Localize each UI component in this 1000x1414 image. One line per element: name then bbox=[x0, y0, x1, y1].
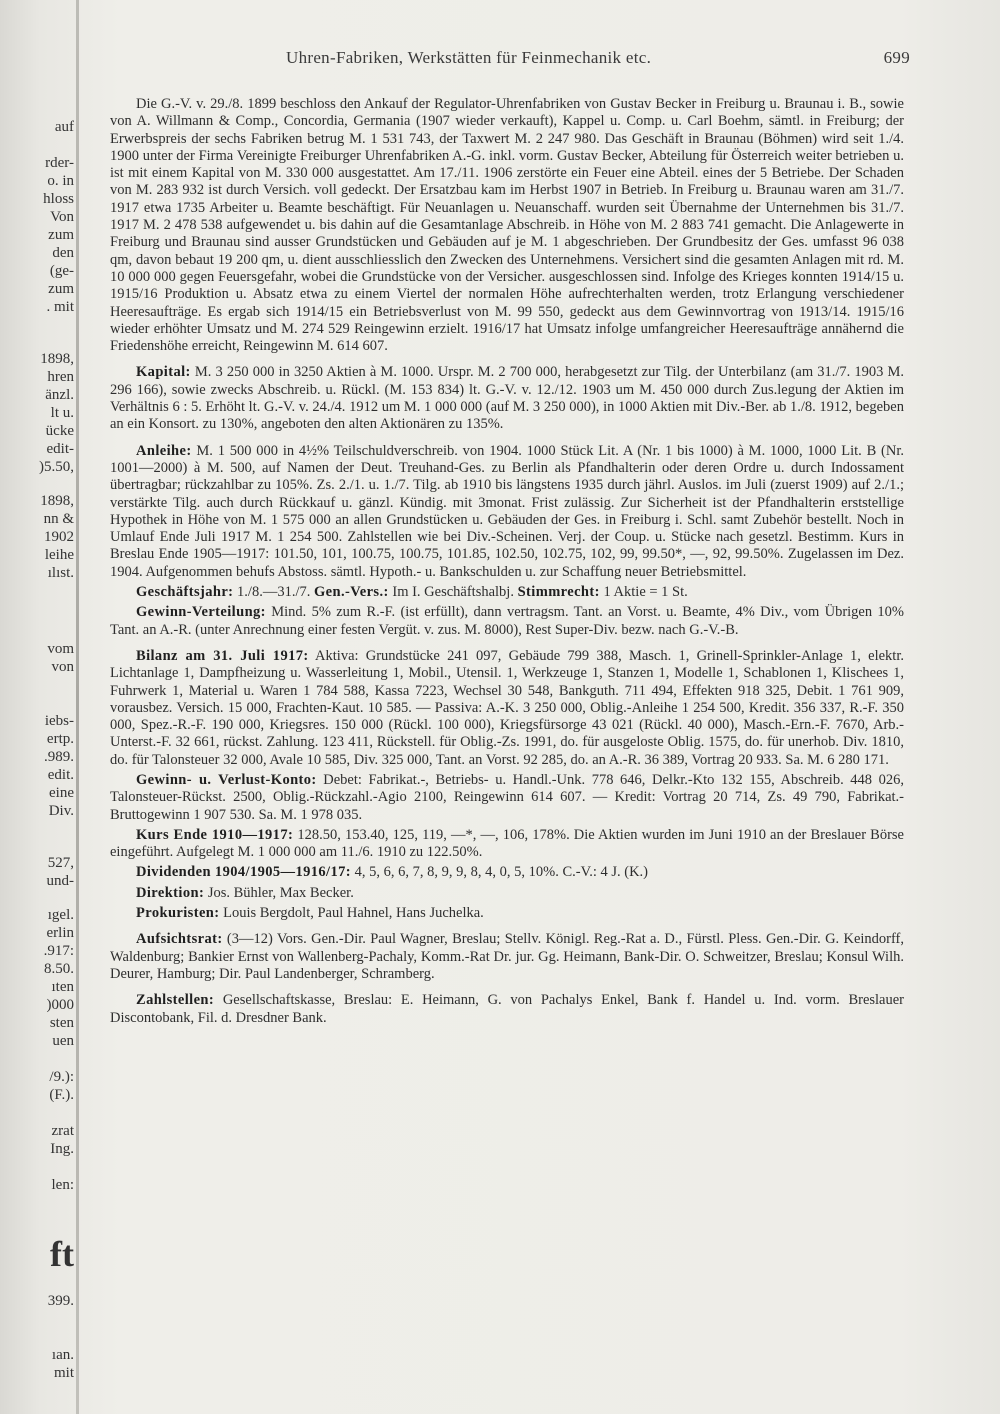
paragraph bbox=[110, 364, 904, 433]
page-gutter bbox=[76, 0, 79, 1414]
left-fragment: )000 bbox=[46, 997, 74, 1013]
section-text: (3—12) Vors. Gen.-Dir. Paul Wagner, Breslau; Stellv. Königl. Reg.-Rat a. D., Fürstl. Pless. Gen.-Dir. G. Keindorff, Waldenburg; Bankier Ernst von Wallenberg-Pachaly, Komm.-Rat Dr. jur. Gg. Heimann, Bank-Dir. O. Schweitzer, Breslau; Konsul Wilh. Deurer, Hamburg; Dir. Paul Landenberger, Schramberg. bbox=[110, 931, 905, 982]
section-label: Aufsichtsrat: bbox=[136, 931, 223, 948]
left-fragment: rder- bbox=[45, 155, 74, 171]
left-fragment: mit bbox=[53, 1365, 74, 1381]
section-text: Mind. 5% zum R.-F. (ist erfüllt), dann vertragsm. Tant. an Vorst. u. Beamte, 4% Div., vom Übrigen 10% Tant. an A.-R. (unter Anrechnung einer festen Vergüt. v. zus. M. 8000), Rest Super-Div. bezw. nach G.-V.-B. bbox=[110, 604, 905, 638]
left-fragment: auf bbox=[54, 119, 74, 135]
left-fragment: Ing. bbox=[50, 1141, 74, 1157]
paragraph bbox=[110, 96, 904, 355]
paragraph bbox=[110, 584, 904, 601]
running-header bbox=[100, 48, 910, 72]
left-fragment: zum bbox=[48, 281, 74, 297]
left-fragment: .917: bbox=[43, 943, 74, 959]
left-fragment: zum bbox=[48, 227, 74, 243]
section-text: 4, 5, 6, 6, 7, 8, 9, 9, 8, 4, 0, 5, 10%. C.-V.: 4 J. (K.) bbox=[354, 864, 649, 881]
left-fragment: ft bbox=[50, 1234, 74, 1274]
left-fragment: 1898, bbox=[40, 351, 74, 367]
left-fragment: vom bbox=[47, 641, 74, 657]
paragraph bbox=[110, 905, 904, 922]
left-fragment: edit- bbox=[46, 441, 74, 457]
left-fragment: 1902 bbox=[44, 529, 74, 545]
section-text: M. 3 250 000 in 3250 Aktien à M. 1000. Urspr. M. 2 700 000, herabgesetzt zur Tilg. der Unterbilanz (am 31./7. 1903 M. 296 166), sowie zwecks Abschreib. u. Rückl. (M. 153 834) lt. G.-V. v. 12./12. 1903 um M. 450 000 durch Zus.legung der Aktien im Verhältnis 6 : 5. Erhöht lt. G.-V. v. 24./4. 1912 um M. 1 000 000 (auf M. 3 250 000), in 1000 Aktien mit Div.-Ber. ab 1./8. 1912, begeben an ein Konsort. zu 130%, angeboten den alten Aktionären zu 135%. bbox=[110, 364, 905, 433]
section-label: Gewinn- u. Verlust-Konto: bbox=[136, 771, 317, 788]
section-text: Die G.-V. v. 29./8. 1899 beschloss den Ankauf der Regulator-Uhrenfabriken von Gustav Becker in Freiburg u. Braunau i. B., sowie von A. Willmann & Comp., Concordia, Germania (1907 wieder verkauft), Kappel u. Comp. u. Carl Boehm, sämtl. in Freiburg; der Erwerbspreis der sechs Fabriken betrug M. 1 531 743, der Taxwert M. 2 247 980. Das Geschäft in Braunau (Böhmen) wird seit 1./4. 1900 unter der Firma Vereinigte Freiburger Uhrenfabriken A.-G. inkl. vorm. Gustav Becker, Abteilung für Österreich weiter betrieben u. ist mit einem Kapital von M. 330 000 ausgestattet. Am 17./11. 1906 zerstörte ein Feuer eine Abteil. eines der 5 Betriebe. Der Schaden von M. 283 932 ist durch Versich. voll gedeckt. Der Ersatzbau kam im Herbst 1907 in Betrieb. In Freiburg u. Braunau waren am 31./7. 1917 etwa 1735 Arbeiter u. Beamte beschäftigt. Für Neuanlagen u. Neuanschaff. wurden seit Übernahme der Unternehmen bis 31./7. 1917 M. 2 478 538 aufgewendet u. bis dahin auf die Gesamtanlage Abschreib. in Höhe von M. 2 883 741 gemacht. Die Anlagewerte in Freiburg und Braunau sind ausser Grundstücken und Gebäuden auf je M. 1 abgeschrieben. Der Grundbesitz der Ges. umfasst 96 038 qm, davon bebaut 19 200 qm, u. dient ausschliesslich den Zwecken des Unternehmens. Versichert sind die gesamten Anlagen mit rd. M. 10 000 000 gegen Feuersgefahr, wobei die Grundstücke von der Versicher. ausgeschlossen sind. Infolge des Krieges konnten 1914/15 u. 1915/16 Produktion u. Absatz etwa zu einem Viertel der normalen Höhe aufrechterhalten werden, trotz Erlangung verschiedener Heeresaufträge. Es ergab sich 1914/15 ein Betriebsverlust von M. 99 550, gedeckt aus dem Gewinnvortrag von 1913/14. 1915/16 wieder erhöhter Umsatz und M. 274 529 Reingewinn erzielt. 1916/17 hat Umsatz infolge umfangreicher Heeresaufträge annähernd die Friedenshöhe erreicht, Reingewinn M. 614 607. bbox=[110, 96, 904, 355]
paragraph bbox=[110, 931, 904, 983]
article-body bbox=[110, 96, 904, 1027]
section-text: Louis Bergdolt, Paul Hahnel, Hans Juchelka. bbox=[223, 905, 484, 922]
left-fragment: 8.50. bbox=[44, 961, 74, 977]
left-fragment: sten bbox=[49, 1015, 74, 1031]
left-fragment: erlin bbox=[46, 925, 74, 941]
section-label: Geschäftsjahr: bbox=[136, 584, 234, 601]
paragraph bbox=[110, 885, 904, 902]
section-text: Jos. Bühler, Max Becker. bbox=[207, 884, 354, 901]
section-text: Gesellschaftskasse, Breslau: E. Heimann, G. von Pachalys Enkel, Bank f. Handel u. Ind. vorm. Breslauer Discontobank, Fil. d. Dresdner Bank. bbox=[110, 992, 905, 1026]
section-label: Stimmrecht: bbox=[517, 584, 600, 601]
left-fragment: änzl. bbox=[45, 387, 74, 403]
left-fragment: hren bbox=[47, 369, 74, 385]
left-fragment: hloss bbox=[43, 191, 74, 207]
left-fragment: (F.). bbox=[49, 1087, 74, 1103]
section-label: Prokuristen: bbox=[136, 905, 220, 922]
left-fragment: zrat bbox=[51, 1123, 74, 1139]
header-title: Uhren-Fabriken, Werkstätten für Feinmechanik etc. bbox=[286, 48, 652, 67]
left-fragment: ücke bbox=[45, 423, 74, 439]
left-fragment: 527, bbox=[47, 855, 74, 871]
left-fragment: von bbox=[51, 659, 74, 675]
section-text: 128.50, 153.40, 125, 119, —*, —, 106, 178%. Die Aktien wurden im Juni 1910 an der Breslauer Börse eingeführt. Aufgelegt M. 1 000 000 am 11./6. 1910 zu 122.50%. bbox=[110, 826, 904, 861]
section-label: Direktion: bbox=[136, 884, 205, 901]
section-text: Im I. Geschäftshalbj. bbox=[392, 584, 514, 601]
paragraph bbox=[110, 864, 904, 881]
section-label: Bilanz am 31. Juli 1917: bbox=[136, 647, 309, 664]
left-fragment: nn & bbox=[43, 511, 74, 527]
paragraph bbox=[110, 992, 904, 1027]
paragraph bbox=[110, 443, 904, 581]
left-fragment: edit. bbox=[47, 767, 74, 783]
left-fragment: . mit bbox=[46, 299, 74, 315]
left-fragment: o. in bbox=[47, 173, 74, 189]
left-fragment: ıan. bbox=[51, 1347, 74, 1363]
left-fragment: ıgel. bbox=[47, 907, 74, 923]
left-fragment: (ge- bbox=[49, 263, 74, 279]
section-label: Gewinn-Verteilung: bbox=[136, 604, 266, 621]
left-fragment: ıten bbox=[51, 979, 74, 995]
section-text: Debet: Fabrikat.-, Betriebs- u. Handl.-Unk. 778 646, Delkr.-Kto 132 155, Abschreib. 448 026, Talonsteuer-Rückst. 2500, Oblig.-Rückzahl.-Agio 2100, Reingewinn 614 607. — Kredit: Vortrag 20 714, Zs. 49 790, Fabrikat.-Bruttogewinn 1 907 530. Sa. M. 1 978 035. bbox=[110, 771, 905, 823]
section-label: Kurs Ende 1910—1917: bbox=[136, 826, 294, 843]
left-fragment: ılıst. bbox=[47, 565, 74, 581]
section-label: Kapital: bbox=[136, 364, 191, 381]
left-fragment: Von bbox=[50, 209, 74, 225]
left-fragment: Div. bbox=[48, 803, 74, 819]
paragraph bbox=[110, 648, 904, 769]
section-text: Aktiva: Grundstücke 241 097, Gebäude 799 388, Masch. 1, Grinell-Sprinkler-Anlage 1, elektr. Lichtanlage 1, Dampfheizung u. Wasserleitung 1, Mobil., Utensil. 1, Werkzeuge 1, Stanzen 1, Modelle 1, Schablonen 1, Klischees 1, Fuhrwerk 1, Material u. Waren 1 784 588, Kassa 7223, Wechsel 30 548, Bankguth. 711 494, Effekten 918 325, Debit. 1 761 909, vorausbez. Versich. 15 000, Frachten-Kaut. 10 585. — Passiva: A.-K. 3 250 000, Oblig.-Anleihe 1 254 500, Kredit. 356 337, R.-F. 350 000, Spez.-R.-F. 190 000, Kriegsres. 150 000 (Rückl. 100 000), Kriegsfürsorge 43 021 (Rückl. 40 000), Masch.-Ern.-F. 7670, Arb.-Unterst.-F. 32 661, rückst. Zahlung. 123 411, Rückstell. für Oblig.-Zs. 1991, do. für ausgeloste Oblig. 1575, do. für unerhob. Div. 1810, do. für Talonsteuer 32 000, Avale 10 585, Div. 325 000, Tant. an Vorst. 92 285, do. an A.-R. 36 389, Vortrag 20 933. Sa. M. 6 280 171. bbox=[110, 647, 904, 768]
paragraph bbox=[110, 827, 904, 862]
section-label: Dividenden 1904/1905—1916/17: bbox=[136, 864, 352, 881]
left-fragment: 399. bbox=[47, 1293, 74, 1309]
left-fragment: /9.): bbox=[49, 1069, 74, 1085]
left-fragment: ertp. bbox=[46, 731, 74, 747]
left-fragment: 1898, bbox=[40, 493, 74, 509]
section-label: Anleihe: bbox=[136, 442, 192, 459]
section-label: Zahlstellen: bbox=[136, 992, 215, 1009]
section-text: M. 1 500 000 in 4½% Teilschuldverschreib. von 1904. 1000 Stück Lit. A (Nr. 1 bis 1000) à M. 1000, 1000 Lit. B (Nr. 1001—2000) à M. 500, auf Namen der Deut. Treuhand-Ges. zu Berlin als Pfandhalterin oder deren Ordre u. durch Indossament übertragbar; rückzahlbar zu 105%. Zs. 2./1. u. 1./7. Tilg. ab 1910 bis längstens 1935 durch jährl. Auslos. im Juli (zuerst 1909) auf 2./1.; verstärkte Tilg. auch durch Rückkauf u. gänzl. Kündig. mit 3monat. Frist zulässig. Zur Sicherheit ist der Pfandhalterin erststellige Hypothek in Höhe von M. 1 575 000 an allen Grundstücken u. Gebäuden der Ges. in Freiburg i. Schl. samt Zubehör bestellt. Noch in Umlauf Ende Juli 1917 M. 1 254 500. Zahlstellen wie bei Div.-Scheinen. Verj. der Coup. u. Stücke nach gesetzl. Bestimm. Kurs in Breslau Ende 1905—1917: 101.50, 101, 100.75, 100.75, 101.85, 102.50, 102.75, 102, 99, 99.50*, —, 92, 99.50%. Zugelassen im Dez. 1904. Aufgenommen behufs Abstoss. sämtl. Hypoth.- u. Bankschulden u. zur Schaffung neuer Betriebsmittel. bbox=[110, 442, 904, 580]
left-fragment: iebs- bbox=[44, 713, 74, 729]
left-fragment: .989. bbox=[44, 749, 74, 765]
left-fragment: uen bbox=[52, 1033, 74, 1049]
left-fragment: eine bbox=[49, 785, 74, 801]
left-fragment: und- bbox=[46, 873, 74, 889]
left-fragment: )5.50, bbox=[39, 459, 74, 475]
left-fragment: lt u. bbox=[50, 405, 74, 421]
left-fragment: len: bbox=[51, 1177, 74, 1193]
page-number: 699 bbox=[883, 48, 910, 67]
section-text: 1 Aktie = 1 St. bbox=[603, 584, 688, 601]
paragraph bbox=[110, 604, 904, 639]
section-text: 1./8.—31./7. bbox=[237, 584, 311, 601]
left-fragment: den bbox=[52, 245, 74, 261]
left-fragment: leihe bbox=[44, 547, 74, 563]
paragraph bbox=[110, 772, 904, 824]
section-label: Gen.-Vers.: bbox=[313, 584, 389, 601]
